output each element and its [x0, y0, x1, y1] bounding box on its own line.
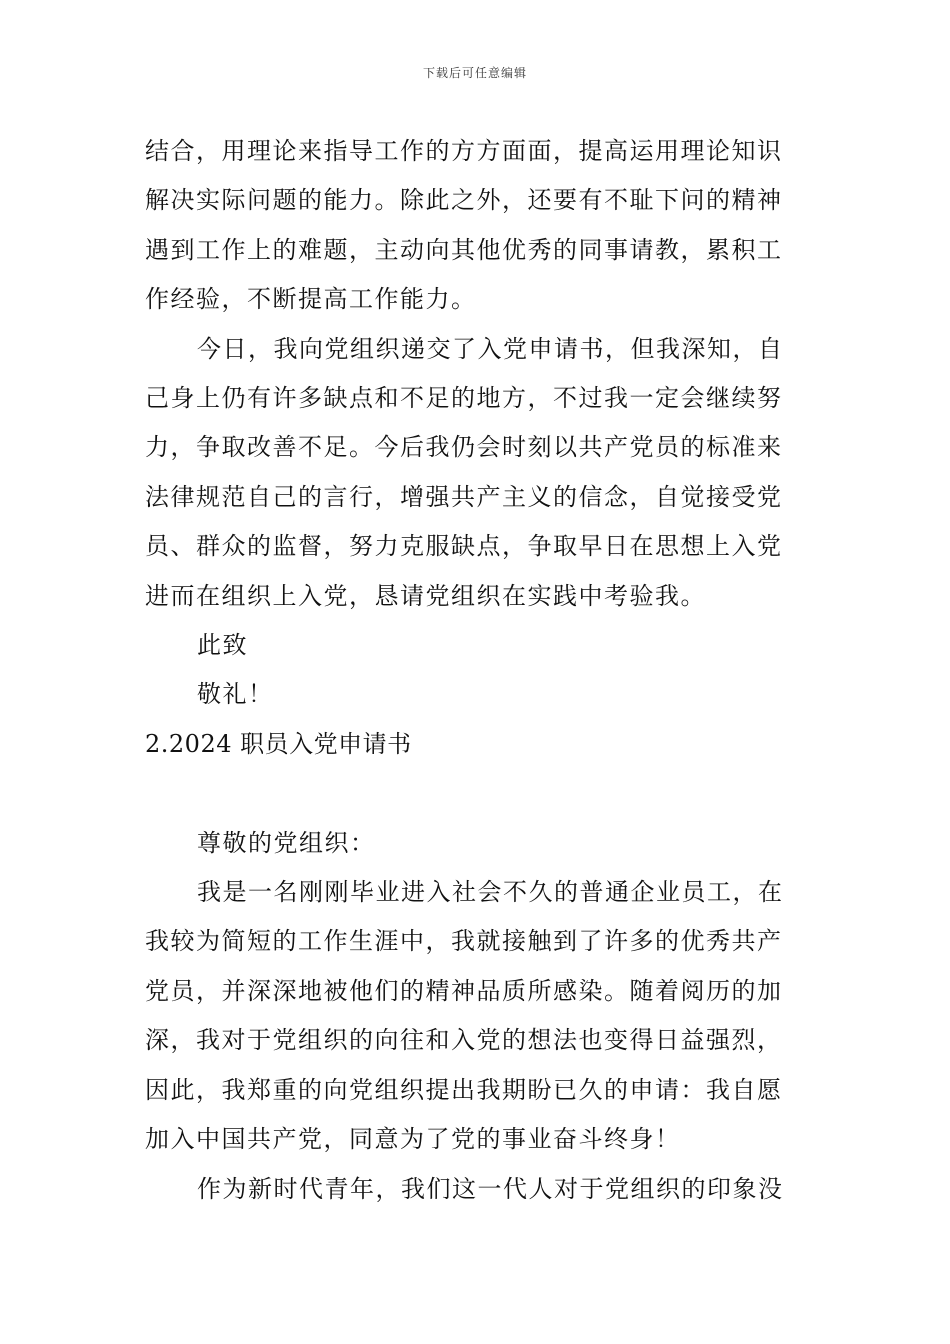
- text-line: 深，我对于党组织的向往和入党的想法也变得日益强烈，: [145, 1026, 783, 1055]
- text-line: 解决实际问题的能力。除此之外，还要有不耻下问的精神: [145, 186, 783, 215]
- text-line: 因此，我郑重的向党组织提出我期盼已久的申请：我自愿: [145, 1075, 783, 1104]
- paragraph-application-submitted: [145, 325, 805, 621]
- text-line: 结合，用理论来指导工作的方方面面，提高运用理论知识: [145, 137, 783, 165]
- text-line: 加入中国共产党，同意为了党的事业奋斗终身！: [145, 1125, 681, 1154]
- page-header: 下载后可任意编辑: [422, 66, 527, 80]
- paragraph-introduction: [145, 868, 805, 1164]
- text-line: 党员，并深深地被他们的精神品质所感染。随着阅历的加: [145, 976, 783, 1005]
- text-line: 员、群众的监督，努力克服缺点，争取早日在思想上入党: [145, 532, 783, 561]
- text-line: 今日，我向党组织递交了入党申请书，但我深知，自: [197, 334, 784, 363]
- text-line: 作为新时代青年，我们这一代人对于党组织的印象没: [197, 1174, 784, 1203]
- text-line: 己身上仍有许多缺点和不足的地方，不过我一定会继续努: [145, 384, 783, 413]
- text-line: 力，争取改善不足。今后我仍会时刻以共产党员的标准来: [145, 433, 783, 462]
- blank-line: [145, 769, 805, 818]
- section-heading: 2.2024 职员入党申请书: [145, 729, 412, 758]
- document-body: [145, 127, 805, 1214]
- paragraph-continuation: [145, 127, 805, 325]
- text-line: 我较为简短的工作生涯中，我就接触到了许多的优秀共产: [145, 927, 783, 956]
- text-line: 法律规范自己的言行，增强共产主义的信念，自觉接受党: [145, 482, 783, 511]
- closing-line-1: 此致: [197, 631, 248, 660]
- text-line: 作经验，不断提高工作能力。: [145, 285, 477, 314]
- paragraph-new-era-youth: [145, 1165, 805, 1214]
- text-line: 进而在组织上入党，恳请党组织在实践中考验我。: [145, 581, 706, 610]
- closing-line-2: 敬礼！: [197, 680, 274, 709]
- text-line: 我是一名刚刚毕业进入社会不久的普通企业员工，在: [197, 878, 784, 907]
- text-line: 遇到工作上的难题，主动向其他优秀的同事请教，累积工: [145, 235, 783, 264]
- salutation: 尊敬的党组织：: [197, 828, 376, 857]
